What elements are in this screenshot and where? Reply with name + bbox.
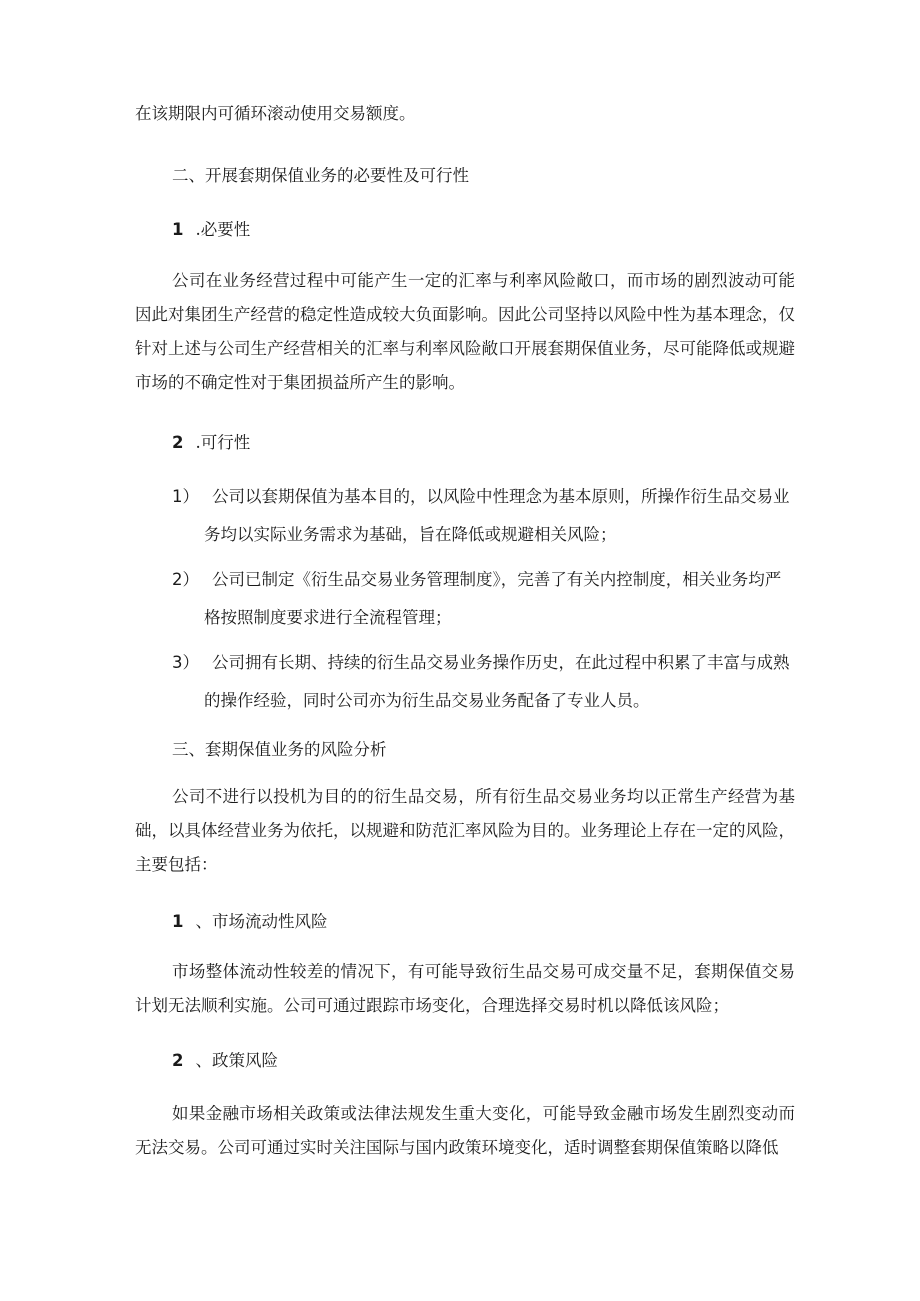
subheading-necessity — [172, 220, 832, 240]
list-item-3 — [172, 644, 795, 720]
subheading-number: 2 — [172, 433, 184, 452]
list-text: 公司以套期保值为基本目的，以风险中性理念为基本原则，所操作衍生品交易业 — [212, 487, 790, 506]
subheading-label: .可行性 — [195, 433, 251, 452]
list-number: 3） — [172, 653, 199, 672]
subheading-number: 1 — [172, 912, 184, 931]
list-text-cont: 的操作经验，同时公司亦为衍生品交易业务配备了专业人员。 — [204, 691, 650, 710]
list-item-1 — [172, 478, 795, 554]
subheading-number: 1 — [172, 220, 184, 239]
subheading-feasibility — [172, 433, 832, 453]
list-item-2 — [172, 561, 795, 637]
paragraph-liquidity: 市场整体流动性较差的情况下，有可能导致衍生品交易可成交量不足，套期保值交易计划无法顺利实施。公司可通过跟踪市场变化，合理选择交易时机以降低该风险； — [135, 962, 795, 1015]
section-heading-3: 三、套期保值业务的风险分析 — [172, 740, 387, 759]
list-text: 公司拥有长期、持续的衍生品交易业务操作历史，在此过程中积累了丰富与成熟 — [212, 653, 790, 672]
list-text: 公司已制定《衍生品交易业务管理制度》，完善了有关内控制度，相关业务均严 — [212, 570, 782, 589]
subheading-number: 2 — [172, 1051, 184, 1070]
list-number: 2） — [172, 570, 199, 589]
subheading-liquidity — [172, 912, 832, 932]
list-number: 1） — [172, 487, 199, 506]
list-text-cont: 格按照制度要求进行全流程管理； — [204, 608, 452, 627]
subheading-label: .必要性 — [195, 220, 251, 239]
paragraph-risk-intro: 公司不进行以投机为目的的衍生品交易，所有衍生品交易业务均以正常生产经营为基础，以具体经营业务为依托，以规避和防范汇率风险为目的。业务理论上存在一定的风险，主要包括： — [135, 787, 795, 874]
paragraph-necessity: 公司在业务经营过程中可能产生一定的汇率与利率风险敞口，而市场的剧烈波动可能因此对集团生产经营的稳定性造成较大负面影响。因此公司坚持以风险中性为基本理念，仅针对上述与公司生产经营相关的汇率与利率风险敞口开展套期保值业务，尽可能降低或规避市场的不确定性对于集团损益所产生的影响。 — [135, 271, 795, 392]
continuation-line: 在该期限内可循环滚动使用交易额度。 — [135, 104, 416, 123]
subheading-label: 、政策风险 — [195, 1051, 278, 1070]
subheading-policy — [172, 1051, 832, 1071]
list-text-cont: 务均以实际业务需求为基础，旨在降低或规避相关风险； — [204, 525, 617, 544]
subheading-label: 、市场流动性风险 — [195, 912, 328, 931]
paragraph-policy: 如果金融市场相关政策或法律法规发生重大变化，可能导致金融市场发生剧烈变动而无法交易。公司可通过实时关注国际与国内政策环境变化，适时调整套期保值策略以降低 — [135, 1104, 795, 1157]
section-heading-2: 二、开展套期保值业务的必要性及可行性 — [172, 166, 469, 185]
